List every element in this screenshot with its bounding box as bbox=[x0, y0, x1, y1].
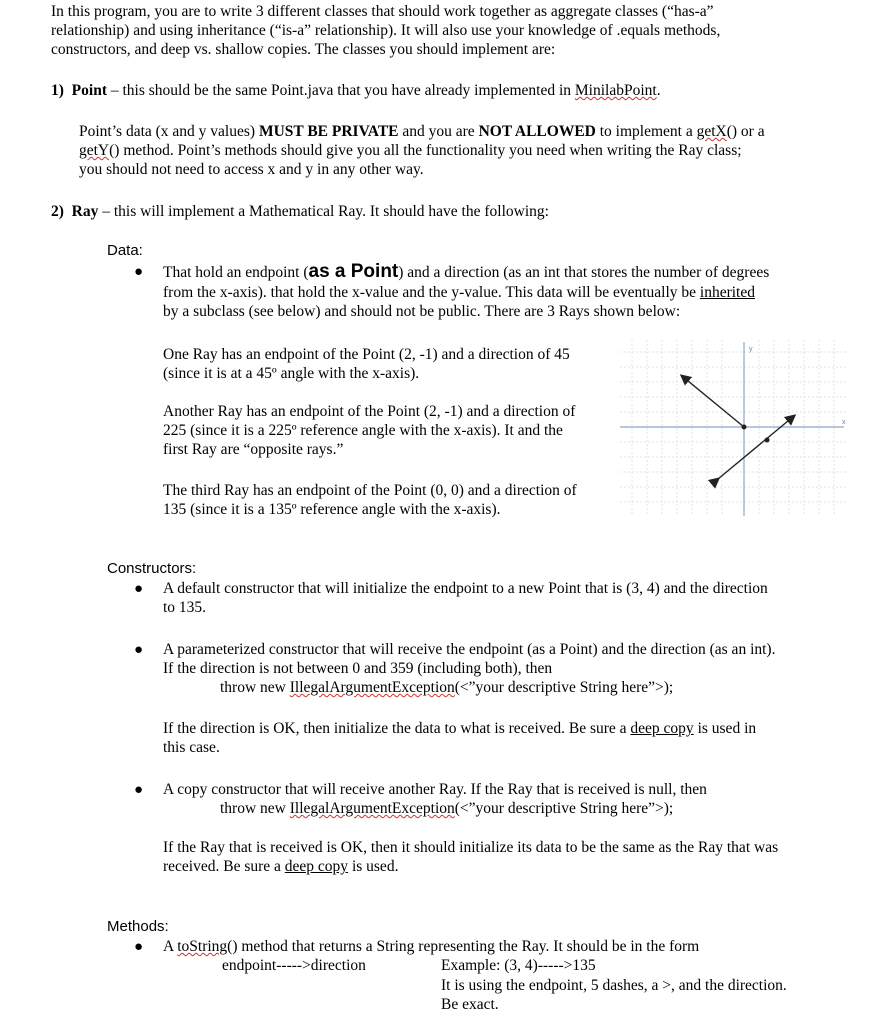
constructors-heading: Constructors: bbox=[107, 560, 197, 577]
point-rule-text: () method. Point’s methods should give you all the functionality you need when writing the Ray class; bbox=[109, 142, 742, 159]
ray-line-135 bbox=[682, 376, 744, 427]
constructor-text: A parameterized constructor that will receive the endpoint (as a Point) and the direction (as an int). bbox=[163, 641, 776, 658]
data-text: from the x-axis). that hold the x-value and the y-value. This data will be eventually be bbox=[163, 284, 700, 301]
tostring-method-bullet bbox=[163, 937, 699, 956]
method-text: Example: (3, 4)----->135 bbox=[441, 957, 596, 974]
bullet-icon: ● bbox=[134, 939, 144, 955]
must-be-private-emphasis: MUST BE PRIVATE bbox=[258, 123, 399, 140]
constructor-text: A copy constructor that will receive another Ray. If the Ray that is received is null, then bbox=[163, 781, 707, 798]
constructor-text: is used. bbox=[348, 858, 399, 875]
method-text: A bbox=[163, 938, 178, 955]
minilab-point-reference: MinilabPoint bbox=[574, 82, 657, 99]
x-axis-label: x bbox=[842, 419, 846, 426]
bullet-icon: ● bbox=[134, 782, 144, 798]
tostring-method-name: toString bbox=[177, 938, 228, 955]
data-heading: Data: bbox=[107, 242, 143, 259]
ray-description: – this will implement a Mathematical Ray. It should have the following: bbox=[98, 203, 549, 220]
ray-class-name: Ray bbox=[71, 203, 99, 220]
constructor-text: If the direction is not between 0 and 359 (including both), then bbox=[163, 660, 553, 677]
constructor-text: throw new bbox=[220, 679, 290, 696]
methods-heading: Methods: bbox=[107, 918, 169, 935]
intro-line-2: relationship) and using inheritance (“is-a” relationship). It will also use your knowledge of .equals methods, bbox=[51, 22, 721, 39]
exception-class-name: IllegalArgumentException bbox=[289, 679, 455, 696]
point-description: – this should be the same Point.java that you have already implemented in bbox=[106, 82, 575, 99]
example-text: The third Ray has an endpoint of the Point (0, 0) and a direction of bbox=[163, 482, 577, 499]
example-text: One Ray has an endpoint of the Point (2, -1) and a direction of 45 bbox=[163, 346, 570, 363]
intro-line-1: In this program, you are to write 3 different classes that should work together as aggregate classes (“has-a” bbox=[51, 3, 714, 20]
point-description-end: . bbox=[656, 82, 661, 99]
data-text: by a subclass (see below) and should not be public. There are 3 Rays shown below: bbox=[163, 303, 681, 320]
constructor-text: to 135. bbox=[163, 599, 207, 616]
bullet-icon: ● bbox=[134, 581, 144, 597]
data-text: That hold an endpoint ( bbox=[163, 264, 309, 281]
ray-example-3 bbox=[163, 481, 577, 519]
constructor-text: received. Be sure a bbox=[163, 858, 285, 875]
default-constructor-bullet bbox=[163, 579, 768, 617]
constructor-text: (<”your descriptive String here”>); bbox=[454, 800, 674, 817]
example-text: first Ray are “opposite rays.” bbox=[163, 441, 344, 458]
parameterized-constructor-bullet bbox=[163, 640, 775, 697]
example-text: (since it is at a 45º angle with the x-axis). bbox=[163, 365, 420, 382]
as-a-point-emphasis: as a Point bbox=[308, 261, 399, 282]
ray-number: 2) bbox=[51, 203, 64, 220]
constructor-text: If the Ray that is received is OK, then it should initialize its data to be the same as the Ray that was bbox=[163, 839, 779, 856]
method-text: Be exact. bbox=[441, 996, 499, 1013]
point-rule-text: () or a bbox=[726, 123, 765, 140]
gety-method-name: getY bbox=[79, 142, 110, 159]
y-axis-label: y bbox=[749, 346, 753, 353]
method-text: It is using the endpoint, 5 dashes, a >, and the direction. bbox=[441, 977, 787, 994]
tostring-format: endpoint----->direction bbox=[222, 957, 366, 974]
method-text: () method that returns a String representing the Ray. It should be in the form bbox=[227, 938, 700, 955]
constructor-text: is used in bbox=[693, 720, 757, 737]
grid bbox=[620, 340, 848, 516]
point-heading bbox=[51, 81, 661, 100]
point-rule-text: and you are bbox=[398, 123, 479, 140]
copy-constructor-bullet bbox=[163, 780, 707, 818]
bullet-icon: ● bbox=[134, 642, 144, 658]
ray-diagram bbox=[620, 340, 848, 516]
ray-line-45-225 bbox=[718, 416, 794, 479]
deep-copy-underlined: deep copy bbox=[630, 720, 694, 737]
endpoint-2-neg1 bbox=[765, 438, 770, 443]
intro-paragraph bbox=[51, 2, 720, 59]
constructor-text: A default constructor that will initialize the endpoint to a new Point that is (3, 4) and the direction bbox=[163, 580, 768, 597]
example-text: 135 (since it is a 135º reference angle with the x-axis). bbox=[163, 501, 501, 518]
constructor-text: If the direction is OK, then initialize the data to what is received. Be sure a bbox=[163, 720, 631, 737]
point-rule-text: to implement a bbox=[595, 123, 697, 140]
bullet-icon: ● bbox=[134, 264, 144, 280]
endpoint-origin bbox=[742, 425, 747, 430]
point-number: 1) bbox=[51, 82, 64, 99]
example-text: 225 (since it is a 225º reference angle with the x-axis). It and the bbox=[163, 422, 563, 439]
ray-heading bbox=[51, 202, 549, 221]
exception-class-name: IllegalArgumentException bbox=[289, 800, 455, 817]
point-class-name: Point bbox=[71, 82, 107, 99]
constructor-text: throw new bbox=[220, 800, 290, 817]
data-bullet bbox=[163, 262, 769, 321]
tostring-example bbox=[441, 956, 787, 1014]
point-rule-text: you should not need to access x and y in any other way. bbox=[79, 161, 424, 178]
example-text: Another Ray has an endpoint of the Point (2, -1) and a direction of bbox=[163, 403, 576, 420]
getx-method-name: getX bbox=[696, 123, 727, 140]
data-text: ) and a direction (as an int that stores the number of degrees bbox=[398, 264, 770, 281]
intro-line-3: constructors, and deep vs. shallow copies. The classes you should implement are: bbox=[51, 41, 556, 58]
parameterized-constructor-note bbox=[163, 719, 756, 757]
point-rule-text: Point’s data (x and y values) bbox=[79, 123, 259, 140]
ray-example-1 bbox=[163, 345, 570, 383]
inherited-underlined: inherited bbox=[699, 284, 755, 301]
copy-constructor-note bbox=[163, 838, 778, 876]
constructor-text: this case. bbox=[163, 739, 220, 756]
not-allowed-emphasis: NOT ALLOWED bbox=[478, 123, 596, 140]
deep-copy-underlined: deep copy bbox=[284, 858, 349, 875]
constructor-text: (<”your descriptive String here”>); bbox=[454, 679, 674, 696]
point-rules-paragraph bbox=[79, 122, 765, 179]
ray-example-2 bbox=[163, 402, 575, 459]
